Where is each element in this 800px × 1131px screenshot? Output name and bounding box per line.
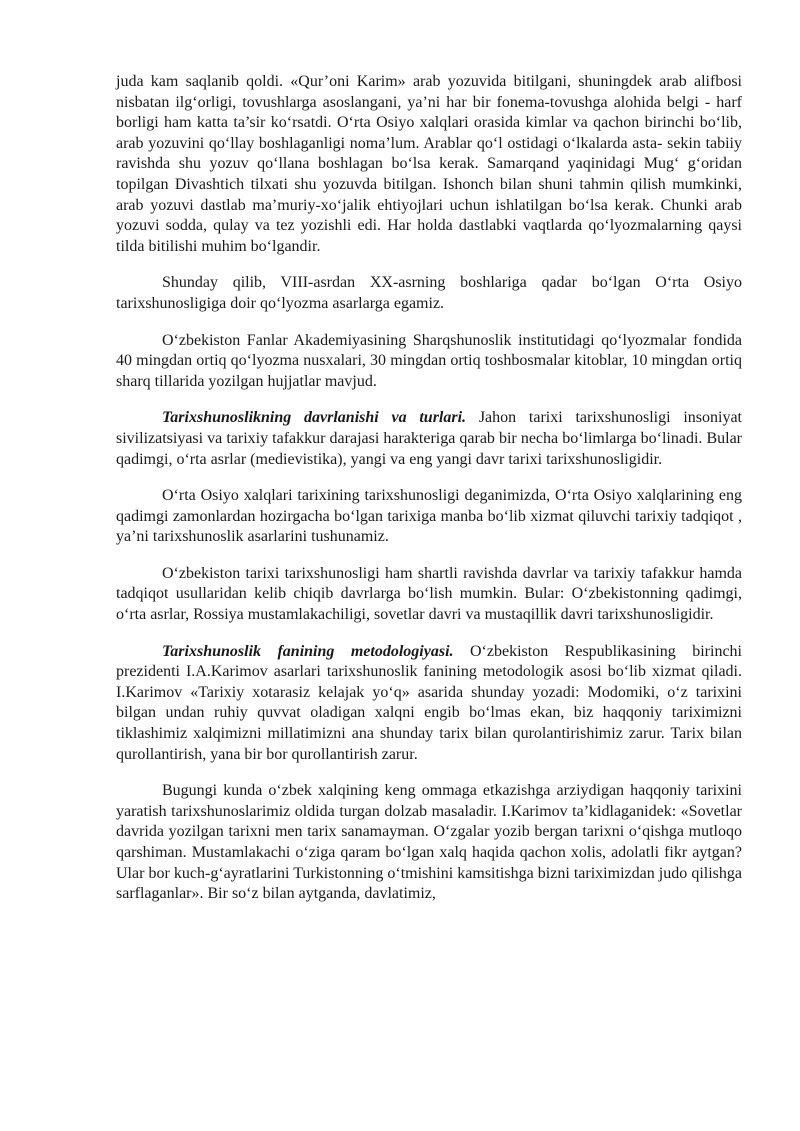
paragraph-central-asia-historiography <box>116 486 742 548</box>
paragraph-text: juda kam saqlanib qoldi. «Qur’oni Karim» arab yozuvida bitilgani, shuningdek arab alifbosi nisbatan ilg‘orligi, tovushlarga asoslangani, ya’ni har bir fonema-tovushga alohida belgi - harf borligi ham katta ta’sir ko‘rsatdi. O‘rta Osiyo xalqlari orasida kimlar va qachon birinchi bo‘lib, arab yozuvini qo‘llay boshlaganligi noma’lum. Arablar qo‘l ostidagi o‘lkalarda asta- sekin tabiiy ravishda shu yozuv qo‘llana boshlagan bo‘lsa kerak. Samarqand yaqinidagi Mug‘ g‘oridan topilgan Divashtich tilxati shu yozuvda bitilgan. Ishonch bilan shuni tahmin qilish mumkinki, arab yozuvi dastlab ma’muriy-xo‘jalik ehtiyojlari uchun ishlatilgan bo‘lsa kerak. Chunki arab yozuvi sodda, qulay va tez yozishli edi. Har holda dastlabki vaqtlarda qo‘lyozmalarning qaysi tilda bitilishi muhim bo‘lgandir. <box>116 73 742 255</box>
heading-period: . <box>449 642 454 660</box>
paragraph-uzbekistan-periods <box>116 564 742 626</box>
paragraph-text: O‘zbekiston Respublikasining birinchi prezidenti I.A.Karimov asarlari tarixshunoslik fanining metodologik asosi bo‘lib xizmat qiladi. I.Karimov «Tarixiy xotarasiz kelajak yo‘q» asarida shunday yozadi: Modomiki, o‘z tarixini bilgan undan ruhiy quvvat oladigan xalqni engib bo‘lmas ekan, biz haqqoniy tariximizni tiklashimiz xalqimizni millatimizni ana shunday tarix bilan qurolantirishimiz zarur. Tarix bilan qurollantirish, yana bir bor qurollantirish zarur. <box>116 642 743 763</box>
paragraph-text: O‘zbekiston Fanlar Akademiyasining Sharqshunoslik institutidagi qo‘lyozmalar fondida 40 mingdan ortiq qo‘lyozma nusxalari, 30 mingdan ortiq toshbosmalar kitoblar, 10 mingdan ortiq sharq tillarida yozilgan hujjatlar mavjud. <box>116 331 742 390</box>
paragraph-text: Shunday qilib, VIII-asrdan XX-asrning boshlariga qadar bo‘lgan O‘rta Osiyo tarixshunosligiga doir qo‘lyozma asarlarga egamiz. <box>116 274 742 312</box>
paragraph-text: Bugungi kunda o‘zbek xalqining keng ommaga etkazishga arziydigan haqqoniy tarixini yaratish tarixshunoslarimiz oldida turgan dolzab masaladir. I.Karimov ta’kidlaganidek: «Sovetlar davrida yozilgan tarixni men tarix sanamayman. O‘zgalar yozib bergan tarixni o‘qishga mutloqo qarshiman. Mustamlakachi o‘ziga qaram bo‘lgan xalq haqida qachon xolis, adolatli fikr aytgan? Ular bor kuch-g‘ayratlarini Turkistonning o‘tmishini kamsitishga bizni tariximizdan judo qilishga sarflaganlar». Bir so‘z bilan aytganda, davlatimiz, <box>116 782 742 903</box>
paragraph-methodology <box>116 642 742 766</box>
section-heading-periodization: Tarixshunoslikning davrlanishi va turlari <box>162 409 463 427</box>
paragraph-manuscripts-since-viii <box>116 273 742 314</box>
paragraph-text: Jahon tarixi tarixshunosligi insoniyat sivilizatsiyasi va tarixiy tafakkur darajasi harakteriga qarab bir necha bo‘limlarga bo‘linadi. Bular qadimgi, o‘rta asrlar (medievistika), yangi va eng yangi davr tarixi tarixshunosligidir. <box>116 409 742 468</box>
heading-period: . <box>462 409 467 427</box>
paragraph-true-history <box>116 781 742 905</box>
paragraph-arab-script <box>116 72 742 257</box>
document-page <box>116 72 742 921</box>
section-heading-methodology: Tarixshunoslik fanining metodologiyasi <box>162 642 450 660</box>
paragraph-text: O‘zbekiston tarixi tarixshunosligi ham shartli ravishda davrlar va tarixiy tafakkur hamda tadqiqot usullaridan kelib chiqib davrlarga bo‘lish mumkin. Bular: O‘zbekistonning qadimgi, o‘rta asrlar, Rossiya mustamlakachiligi, sovetlar davri va mustaqillik davri tarixshunosligidir. <box>116 564 742 624</box>
paragraph-text: O‘rta Osiyo xalqlari tarixining tarixshunosligi deganimizda, O‘rta Osiyo xalqlarining eng qadimgi zamonlardan hozirgacha bo‘lgan tarixiga manba bo‘lib xizmat qiluvchi tarixiy tadqiqot , ya’ni tarixshunoslik asarlarini tushunamiz. <box>116 487 742 546</box>
paragraph-periodization <box>116 408 742 470</box>
paragraph-academy-fund <box>116 331 742 393</box>
